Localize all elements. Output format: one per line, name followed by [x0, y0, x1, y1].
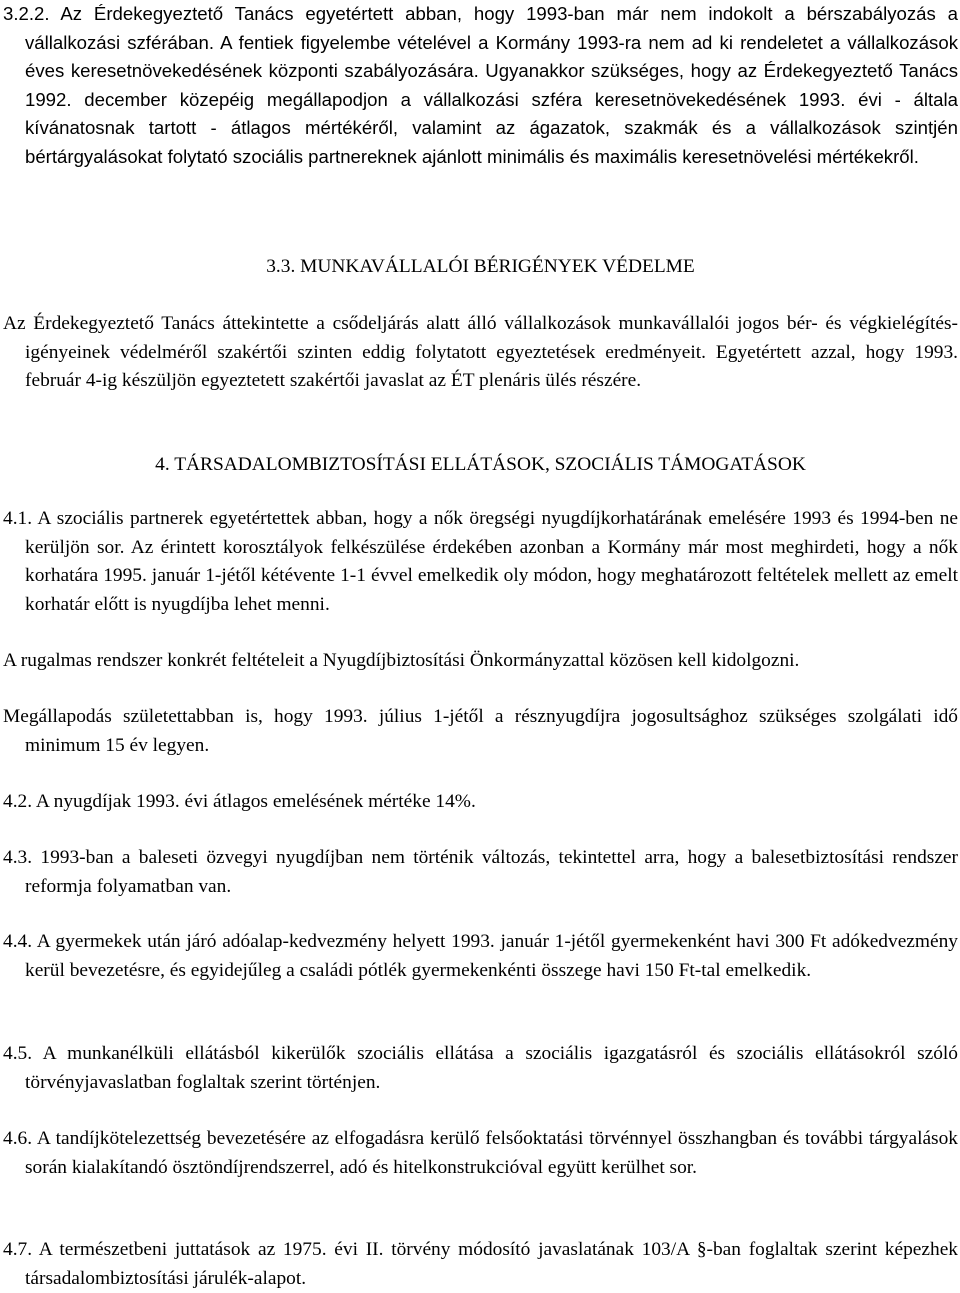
paragraph-4-2: 4.2. A nyugdíjak 1993. évi átlagos emelésének mértéke 14%.: [3, 791, 476, 812]
paragraph-4-1-b: A rugalmas rendszer konkrét feltételeit a Nyugdíjbiztosítási Önkormányzattal közösen kell kidolgozni.: [3, 650, 800, 671]
paragraph-3-2-2: 3.2.2. Az Érdekegyeztető Tanács egyetértett abban, hogy 1993-ban már nem indokolt a bérszabályozás a vállalkozási szférában. A fentiek figyelembe vételével a Kormány 1993-ra nem ad ki rendeletet a vállalkozások éves keresetnövekedésének központi szabályozására. Ugyanakkor szükséges, hogy az Érdekegyeztető Tanács 1992. december közepéig megállapodjon a vállalkozási szféra keresetnövekedésének 1993. évi - általa kívánatosnak tartott - átlagos mértékéről, valamint az ágazatok, szakmák és a vállalkozások szintjén bértárgyalásokat folytató szociális partnereknek ajánlott minimális és maximális keresetnövelési mértékekről.: [3, 3, 958, 167]
paragraph-4-4: 4.4. A gyermekek után járó adóalap-kedvezmény helyett 1993. január 1-jétől gyermekenként havi 300 Ft adókedvezmény kerül bevezetésre, és egyidejűleg a családi pótlék gyermekenkénti összege havi 150 Ft-tal emelkedik.: [3, 931, 958, 981]
paragraph-4-1-c: Megállapodás születettabban is, hogy 1993. július 1-jétől a résznyugdíjra jogosultsághoz szükséges szolgálati idő minimum 15 év legyen.: [3, 706, 958, 756]
paragraph-4-1: 4.1. A szociális partnerek egyetértettek abban, hogy a nők öregségi nyugdíjkorhatárának emelésére 1993 és 1994-ben ne kerüljön sor. Az érintett korosztályok felkészülése érdekében azonban a Kormány már most meghirdeti, hogy a nők korhatára 1995. január 1-jétől kétévente 1-1 évvel emelkedik oly módon, hogy meghatározott feltételek mellett az emelt korhatár előtt is nyugdíjba lehet menni.: [3, 508, 958, 615]
paragraph-4-6: 4.6. A tandíjkötelezettség bevezetésére az elfogadásra kerülő felsőoktatási törvénnyel összhangban és további tárgyalások során kialakítandó ösztöndíjrendszerrel, adó és hitelkonstrukcióval együtt kerülhet sor.: [3, 1128, 958, 1178]
paragraph-3-3: Az Érdekegyeztető Tanács áttekintette a csődeljárás alatt álló vállalkozások munkavállalói jogos bér- és végkielégítés-igényeinek védelméről szakértői szinten eddig folytatott egyeztetések eredményeit. Egyetértett azzal, hogy 1993. február 4-ig készüljön egyeztetett szakértői javaslat az ÉT plenáris ülés részére.: [3, 313, 958, 391]
paragraph-4-5: 4.5. A munkanélküli ellátásból kikerülők szociális ellátása a szociális igazgatásról és szociális ellátásokról szóló törvényjavaslatban foglaltak szerint történjen.: [3, 1043, 958, 1093]
heading-4: 4. TÁRSADALOMBIZTOSÍTÁSI ELLÁTÁSOK, SZOCIÁLIS TÁMOGATÁSOK: [155, 454, 806, 475]
paragraph-4-3: 4.3. 1993-ban a baleseti özvegyi nyugdíjban nem történik változás, tekintettel arra, hogy a balesetbiztosítási rendszer reformja folyamatban van.: [3, 847, 958, 897]
paragraph-4-7: 4.7. A természetbeni juttatások az 1975. évi II. törvény módosító javaslatának 103/A §-ban foglaltak szerint képezhek társadalombiztosítási járulék-alapot.: [3, 1239, 958, 1289]
heading-3-3: 3.3. MUNKAVÁLLALÓI BÉRIGÉNYEK VÉDELME: [266, 256, 695, 277]
